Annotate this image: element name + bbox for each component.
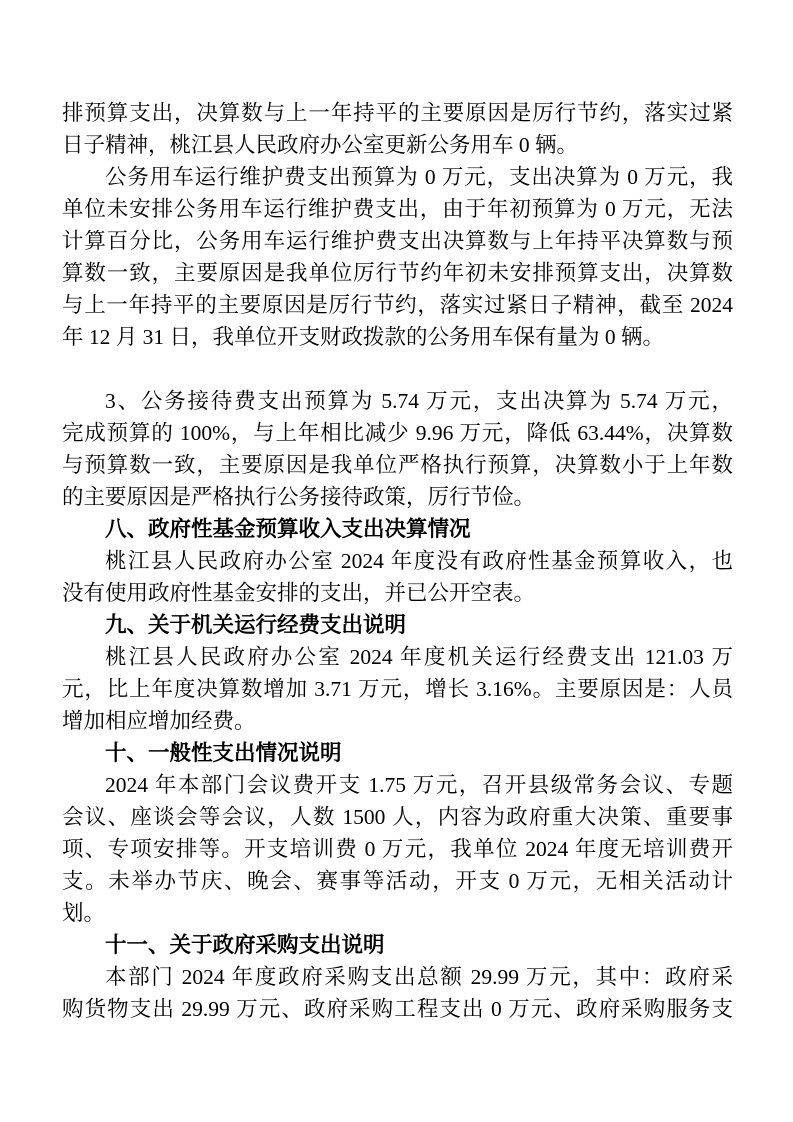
- text-line: 支。未举办节庆、晚会、赛事等活动，开支 0 万元，无相关活动计: [62, 869, 733, 893]
- text-line: 本部门 2024 年度政府采购支出总额 29.99 万元，其中：政府采: [105, 965, 733, 989]
- text-line: 桃江县人民政府办公室 2024 年度机关运行经费支出 121.03 万: [105, 645, 733, 669]
- text-line: 日子精神，桃江县人民政府办公室更新公务用车 0 辆。: [62, 133, 579, 157]
- text-line: 3、公务接待费支出预算为 5.74 万元，支出决算为 5.74 万元，: [105, 389, 733, 413]
- section-heading: 十、一般性支出情况说明: [105, 741, 342, 765]
- text-line: 单位未安排公务用车运行维护费支出，由于年初预算为 0 万元，无法: [62, 197, 733, 221]
- section-heading: 九、关于机关运行经费支出说明: [105, 613, 407, 637]
- text-line: 增加相应增加经费。: [62, 709, 256, 733]
- text-line: 项、专项安排等。开支培训费 0 万元，我单位 2024 年度无培训费开: [62, 837, 733, 861]
- text-line: 没有使用政府性基金安排的支出，并已公开空表。: [62, 581, 536, 605]
- text-line: 与上一年持平的主要原因是厉行节约，落实过紧日子精神，截至 2024: [62, 293, 733, 317]
- text-line: 与预算数一致，主要原因是我单位严格执行预算，决算数小于上年数: [62, 453, 733, 477]
- text-line: 完成预算的 100%，与上年相比减少 9.96 万元，降低 63.44%，决算数: [62, 421, 733, 445]
- text-line: 算数一致，主要原因是我单位厉行节约年初未安排预算支出，决算数: [62, 261, 733, 285]
- text-line: 购货物支出 29.99 万元、政府采购工程支出 0 万元、政府采购服务支: [62, 997, 733, 1021]
- text-line: 排预算支出，决算数与上一年持平的主要原因是厉行节约，落实过紧: [62, 101, 733, 125]
- section-heading: 八、政府性基金预算收入支出决算情况: [105, 517, 471, 541]
- text-line: 计算百分比，公务用车运行维护费支出决算数与上年持平决算数与预: [62, 229, 733, 253]
- text-line: 桃江县人民政府办公室 2024 年度没有政府性基金预算收入，也: [105, 549, 733, 573]
- text-line: 划。: [62, 901, 106, 925]
- text-line: 的主要原因是严格执行公务接待政策，厉行节俭。: [62, 485, 536, 509]
- text-line: 会议、座谈会等会议，人数 1500 人，内容为政府重大决策、重要事: [62, 805, 733, 829]
- text-line: 2024 年本部门会议费开支 1.75 万元，召开县级常务会议、专题: [105, 773, 733, 797]
- document-content: [62, 97, 733, 1025]
- text-line: 公务用车运行维护费支出预算为 0 万元，支出决算为 0 万元，我: [105, 165, 733, 189]
- text-line: 年 12 月 31 日，我单位开支财政拨款的公务用车保有量为 0 辆。: [62, 325, 665, 349]
- text-line: 元，比上年度决算数增加 3.71 万元，增长 3.16%。主要原因是：人员: [62, 677, 733, 701]
- blank-line: [62, 353, 733, 385]
- section-heading: 十一、关于政府采购支出说明: [105, 933, 385, 957]
